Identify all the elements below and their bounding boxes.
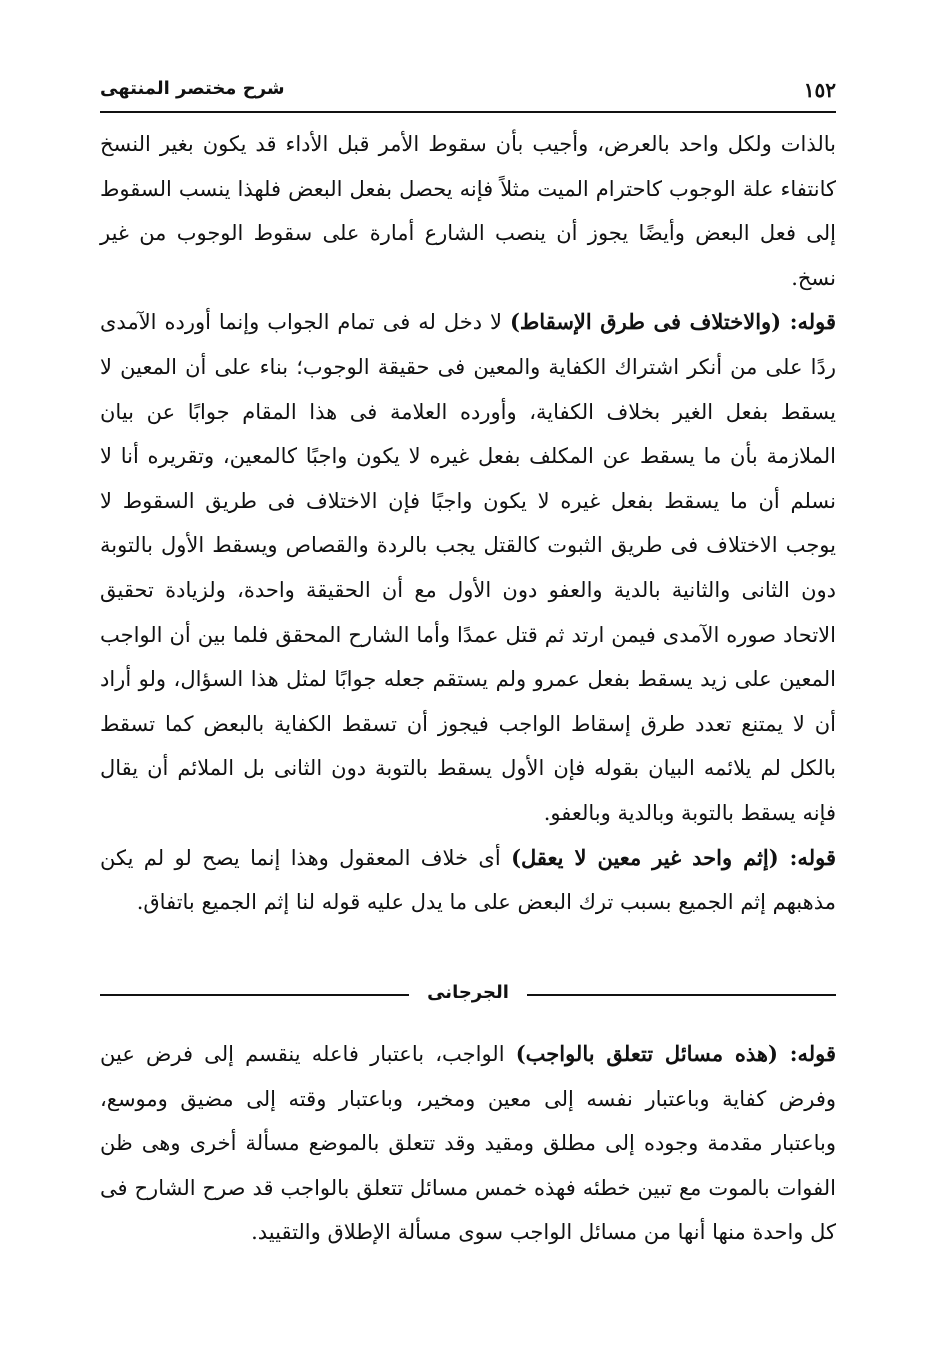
header-rule [100, 111, 836, 113]
commentary-jurjani [100, 1032, 836, 1255]
section-title: الجرجانى [427, 982, 509, 1003]
paragraph-3-text: أى خلاف المعقول وهذا إنما يصح لو لم يكن مذهبهم إثم الجميع بسبب ترك البعض على ما يدل عليه قوله لنا إثم الجميع باتفاق. [100, 845, 836, 915]
paragraph-2 [100, 300, 836, 835]
paragraph-3 [100, 836, 836, 925]
paragraph-1 [100, 122, 836, 300]
paragraph-1-text: بالذات ولكل واحد بالعرض، وأجيب بأن سقوط الأمر قبل الأداء قد يكون بغير النسخ كانتفاء علة الوجوب كاحترام الميت مثلاً فإنه يحصل بفعل البعض فلهذا ينسب السقوط إلى فعل البعض وأيضًا يجوز أن ينصب الشارع أمارة على سقوط الوجوب من غير نسخ. [100, 132, 837, 290]
paragraph-2-label: قوله: (والاختلاف فى طرق الإسقاط) [509, 309, 837, 335]
book-title: شرح مختصر المنتهى [100, 78, 285, 99]
paragraph-3-label: قوله: (إثم واحد غير معين لا يعقل) [511, 844, 836, 870]
divider-line-left [100, 994, 409, 996]
paragraph-4-text: الواجب، باعتبار فاعله ينقسم إلى فرض عين وفرض كفاية وباعتبار نفسه إلى معين ومخير، وباعتبار وقته إلى مضيق وموسع، وباعتبار مقدمة وجوده إلى مطلق ومقيد وقد تتعلق بالموضع مسألة أخرى وهى ظن الفوات بالموت مع تبين خطئه فهذه خمس مسائل تتعلق بالواجب قد صرح الشارح فى كل واحدة منها أنها من مسائل الواجب سوى مسألة الإطلاق والتقييد. [100, 1042, 836, 1245]
section-divider [100, 982, 836, 1012]
paragraph-4 [100, 1032, 836, 1255]
paragraph-4-label: قوله: (هذه مسائل تتعلق بالواجب) [515, 1041, 836, 1066]
running-header [100, 78, 836, 108]
commentary-main [100, 122, 836, 925]
page-number: ١٥٢ [803, 78, 836, 102]
paragraph-2-text: لا دخل له فى تمام الجواب وإنما أورده الآمدى ردًا على من أنكر اشتراك الكفاية والمعين فى حقيقة الوجوب؛ بناء على أن المعين لا يسقط بفعل الغير بخلاف الكفاية، وأورده العلامة فى هذا المقام جوابًا عن بيان الملازمة بأن ما يسقط عن المكلف بفعل غيره لا يكون واجبًا كالمعين، وتقريره أنا لا نسلم أن ما يسقط بفعل غيره لا يكون واجبًا فإن الاختلاف فى طريق السقوط لا يوجب الاختلاف فى طريق الثبوت كالقتل يجب بالردة والقصاص ويسقط الأول بالتوبة دون الثانى والثانية بالدية والعفو دون الأول مع أن الحقيقة واحدة، ولزيادة تحقيق الاتحاد صوره الآمدى فيمن ارتد ثم قتل عمدًا وأما الشارح المحقق فلما بين أن الواجب المعين على زيد يسقط بفعل عمرو ولم يستقم جعله جوابًا لمثل هذا السؤال، ولو أراد أن لا يمتنع تعدد طرق إسقاط الواجب فيجوز أن تسقط الكفاية بالبعض كما تسقط بالكل لم يلائمه البيان بقوله فإن الأول يسقط بالتوبة دون الثانى بل الملائم أن يقال فإنه يسقط بالتوبة وبالدية وبالعفو. [100, 310, 836, 825]
